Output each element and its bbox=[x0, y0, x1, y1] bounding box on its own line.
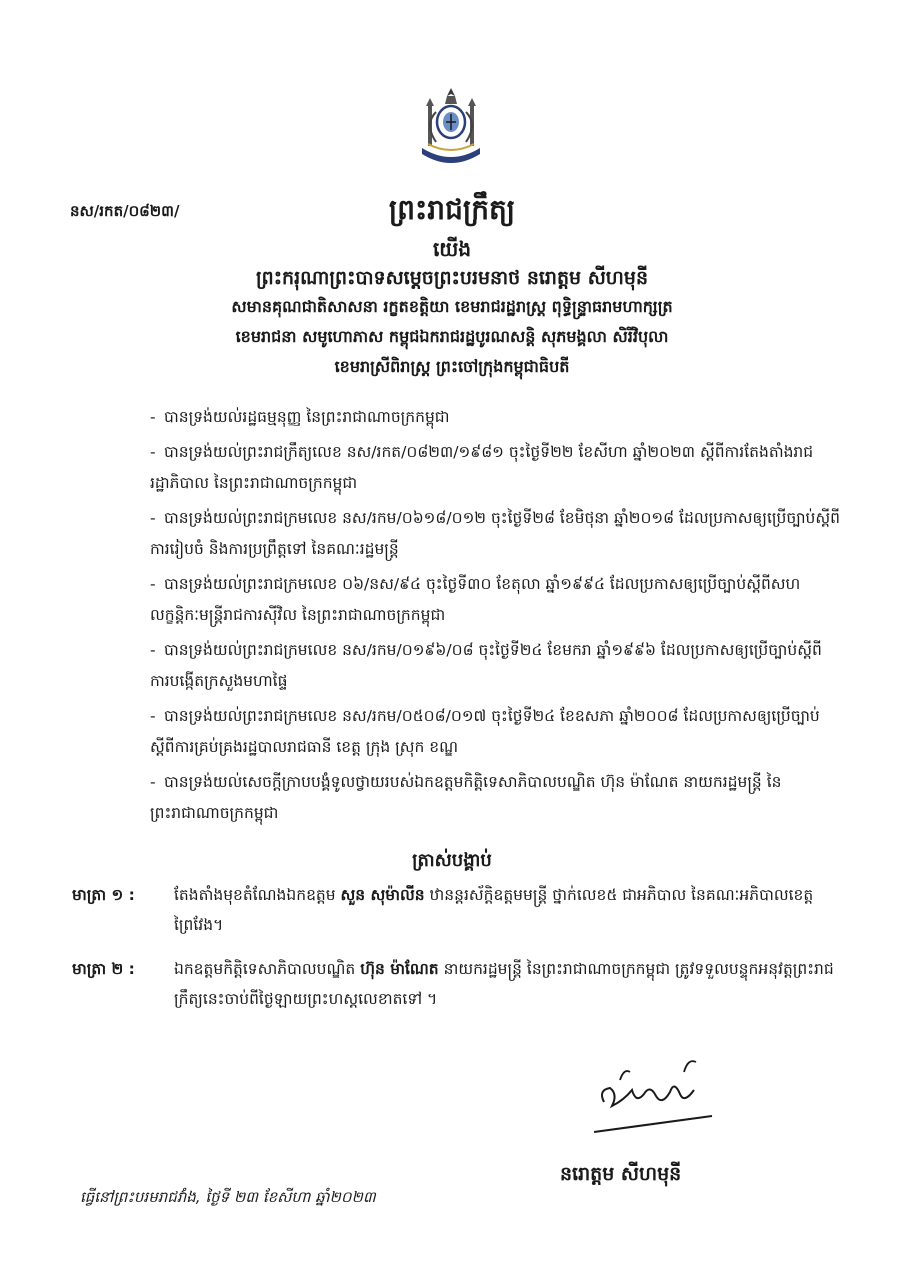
royal-title-line-3: ខេមរាជនា សមូហោភាស កម្ពុជឯករាជរដ្ឋបូរណសន្តិ សុភមង្គលា សិរីវិបុលា bbox=[235, 327, 669, 346]
article-1 bbox=[72, 880, 852, 940]
consideration-item: - បានទ្រង់យល់ព្រះរាជក្រមលេខ ០៦/នស/៩៤ ចុះថ្ងៃទី៣០ ខែតុលា ឆ្នាំ១៩៩៤ ដែលប្រកាសឲ្យប្រើច្បាប់ស្តីពីសហលក្ខន្តិកៈមន្ត្រីរាជការស៊ីវិល នៃព្រះរាជាណាចក្រកម្ពុជា bbox=[150, 575, 801, 624]
appointee-name: សួន សុម៉ាលីន bbox=[340, 886, 425, 904]
article-text: តែងតាំងមុខតំណែងឯកឧត្តម សួន សុម៉ាលីន ឋានន្តរស័ក្តិឧត្តមមន្ត្រី ថ្នាក់លេខ៥ ជាអភិបាល នៃគណៈអភិបាលខេត្តព្រៃវែង។ bbox=[174, 886, 814, 934]
prime-minister-name: ហ៊ុន ម៉ាណែត bbox=[360, 960, 439, 978]
royal-title-line-2: សមានគុណជាតិសាសនា រក្ខតខត្តិយា ខេមរាជរដ្ឋរាស្ត្រ ពុទ្ធិន្ទ្រាធរាមហាក្សត្រ bbox=[231, 297, 673, 316]
consideration-item: - បានទ្រង់យល់សេចក្តីក្រាបបង្គំទូលថ្វាយរបស់ឯកឧត្តមកិត្តិទេសាភិបាលបណ្ឌិត ហ៊ុន ម៉ាណែត នាយករដ្ឋមន្ត្រី នៃព្រះរាជាណាចក្រកម្ពុជា bbox=[150, 773, 782, 822]
decree-heading: ត្រាស់បង្គាប់ bbox=[412, 850, 492, 871]
signer-name: នរោត្តម សីហមុនី bbox=[560, 1163, 682, 1185]
royal-coat-of-arms-icon bbox=[414, 86, 488, 170]
article-2 bbox=[72, 954, 852, 1014]
royal-title-line-4: ខេមរាស្រីពិរាស្ត្រ ព្រះចៅក្រុងកម្ពុជាធិបតី bbox=[334, 357, 570, 376]
consideration-item: - បានទ្រង់យល់ព្រះរាជក្រមលេខ នស/រកម/០៥០៨/០១៧ ចុះថ្ងៃទី២៤ ខែឧសភា ឆ្នាំ២០០៨ ដែលប្រកាសឲ្យប្រើច្បាប់ស្តីពីការគ្រប់គ្រងរដ្ឋបាលរាជធានី ខេត្ត ក្រុង ស្រុក ខណ្ឌ bbox=[150, 707, 820, 756]
considerations-list bbox=[150, 402, 840, 833]
handwritten-signature bbox=[584, 1050, 724, 1146]
article-label: មាត្រា ១ : bbox=[72, 886, 135, 904]
document-title: ព្រះរាជក្រឹត្យ bbox=[388, 193, 516, 226]
consideration-item: - បានទ្រង់យល់ព្រះរាជក្រឹត្យលេខ នស/រកត/០៨២៣/១៩៨១ ចុះថ្ងៃទី២២ ខែសីហា ឆ្នាំ២០២៣ ស្តីពីការតែងតាំងរាជរដ្ឋាភិបាល នៃព្រះរាជាណាចក្រកម្ពុជា bbox=[150, 443, 814, 492]
reference-number: នស/រកត/០៨២៣/ bbox=[70, 202, 180, 220]
consideration-item: - បានទ្រង់យល់ព្រះរាជក្រមលេខ នស/រកម/០៦១៨/០១២ ចុះថ្ងៃទី២៨ ខែមិថុនា ឆ្នាំ២០១៨ ដែលប្រកាសឲ្យប្រើច្បាប់ស្តីពីការរៀបចំ និងការប្រព្រឹត្តទៅ នៃគណៈរដ្ឋមន្ត្រី bbox=[150, 509, 840, 558]
article-text: ឯកឧត្តមកិត្តិទេសាភិបាលបណ្ឌិត ហ៊ុន ម៉ាណែត នាយករដ្ឋមន្ត្រី នៃព្រះរាជាណាចក្រកម្ពុជា ត្រូវទទួលបន្ទុកអនុវត្តព្រះរាជក្រឹត្យនេះចាប់ពីថ្ងៃឡាយព្រះហស្តលេខាតទៅ ។ bbox=[174, 960, 834, 1008]
done-at-line: ធ្វើនៅព្រះបរមរាជវាំង, ថ្ងៃទី ២៣ ខែសីហា ឆ្នាំ២០២៣ bbox=[80, 1188, 376, 1206]
consideration-item: - បានទ្រង់យល់ព្រះរាជក្រមលេខ នស/រកម/០១៩៦/០៨ ចុះថ្ងៃទី២៤ ខែមករា ឆ្នាំ១៩៩៦ ដែលប្រកាសឲ្យប្រើច្បាប់ស្តីពីការបង្កើតក្រសួងមហាផ្ទៃ bbox=[150, 641, 822, 690]
we-heading: យើង bbox=[432, 237, 472, 261]
article-label: មាត្រា ២ : bbox=[72, 960, 135, 978]
royal-title-line-1: ព្រះករុណាព្រះបាទសម្តេចព្រះបរមនាថ នរោត្តម សីហមុនី bbox=[255, 267, 649, 289]
consideration-item: - បានទ្រង់យល់រដ្ឋធម្មនុញ្ញ នៃព្រះរាជាណាចក្រកម្ពុជា bbox=[150, 408, 450, 426]
